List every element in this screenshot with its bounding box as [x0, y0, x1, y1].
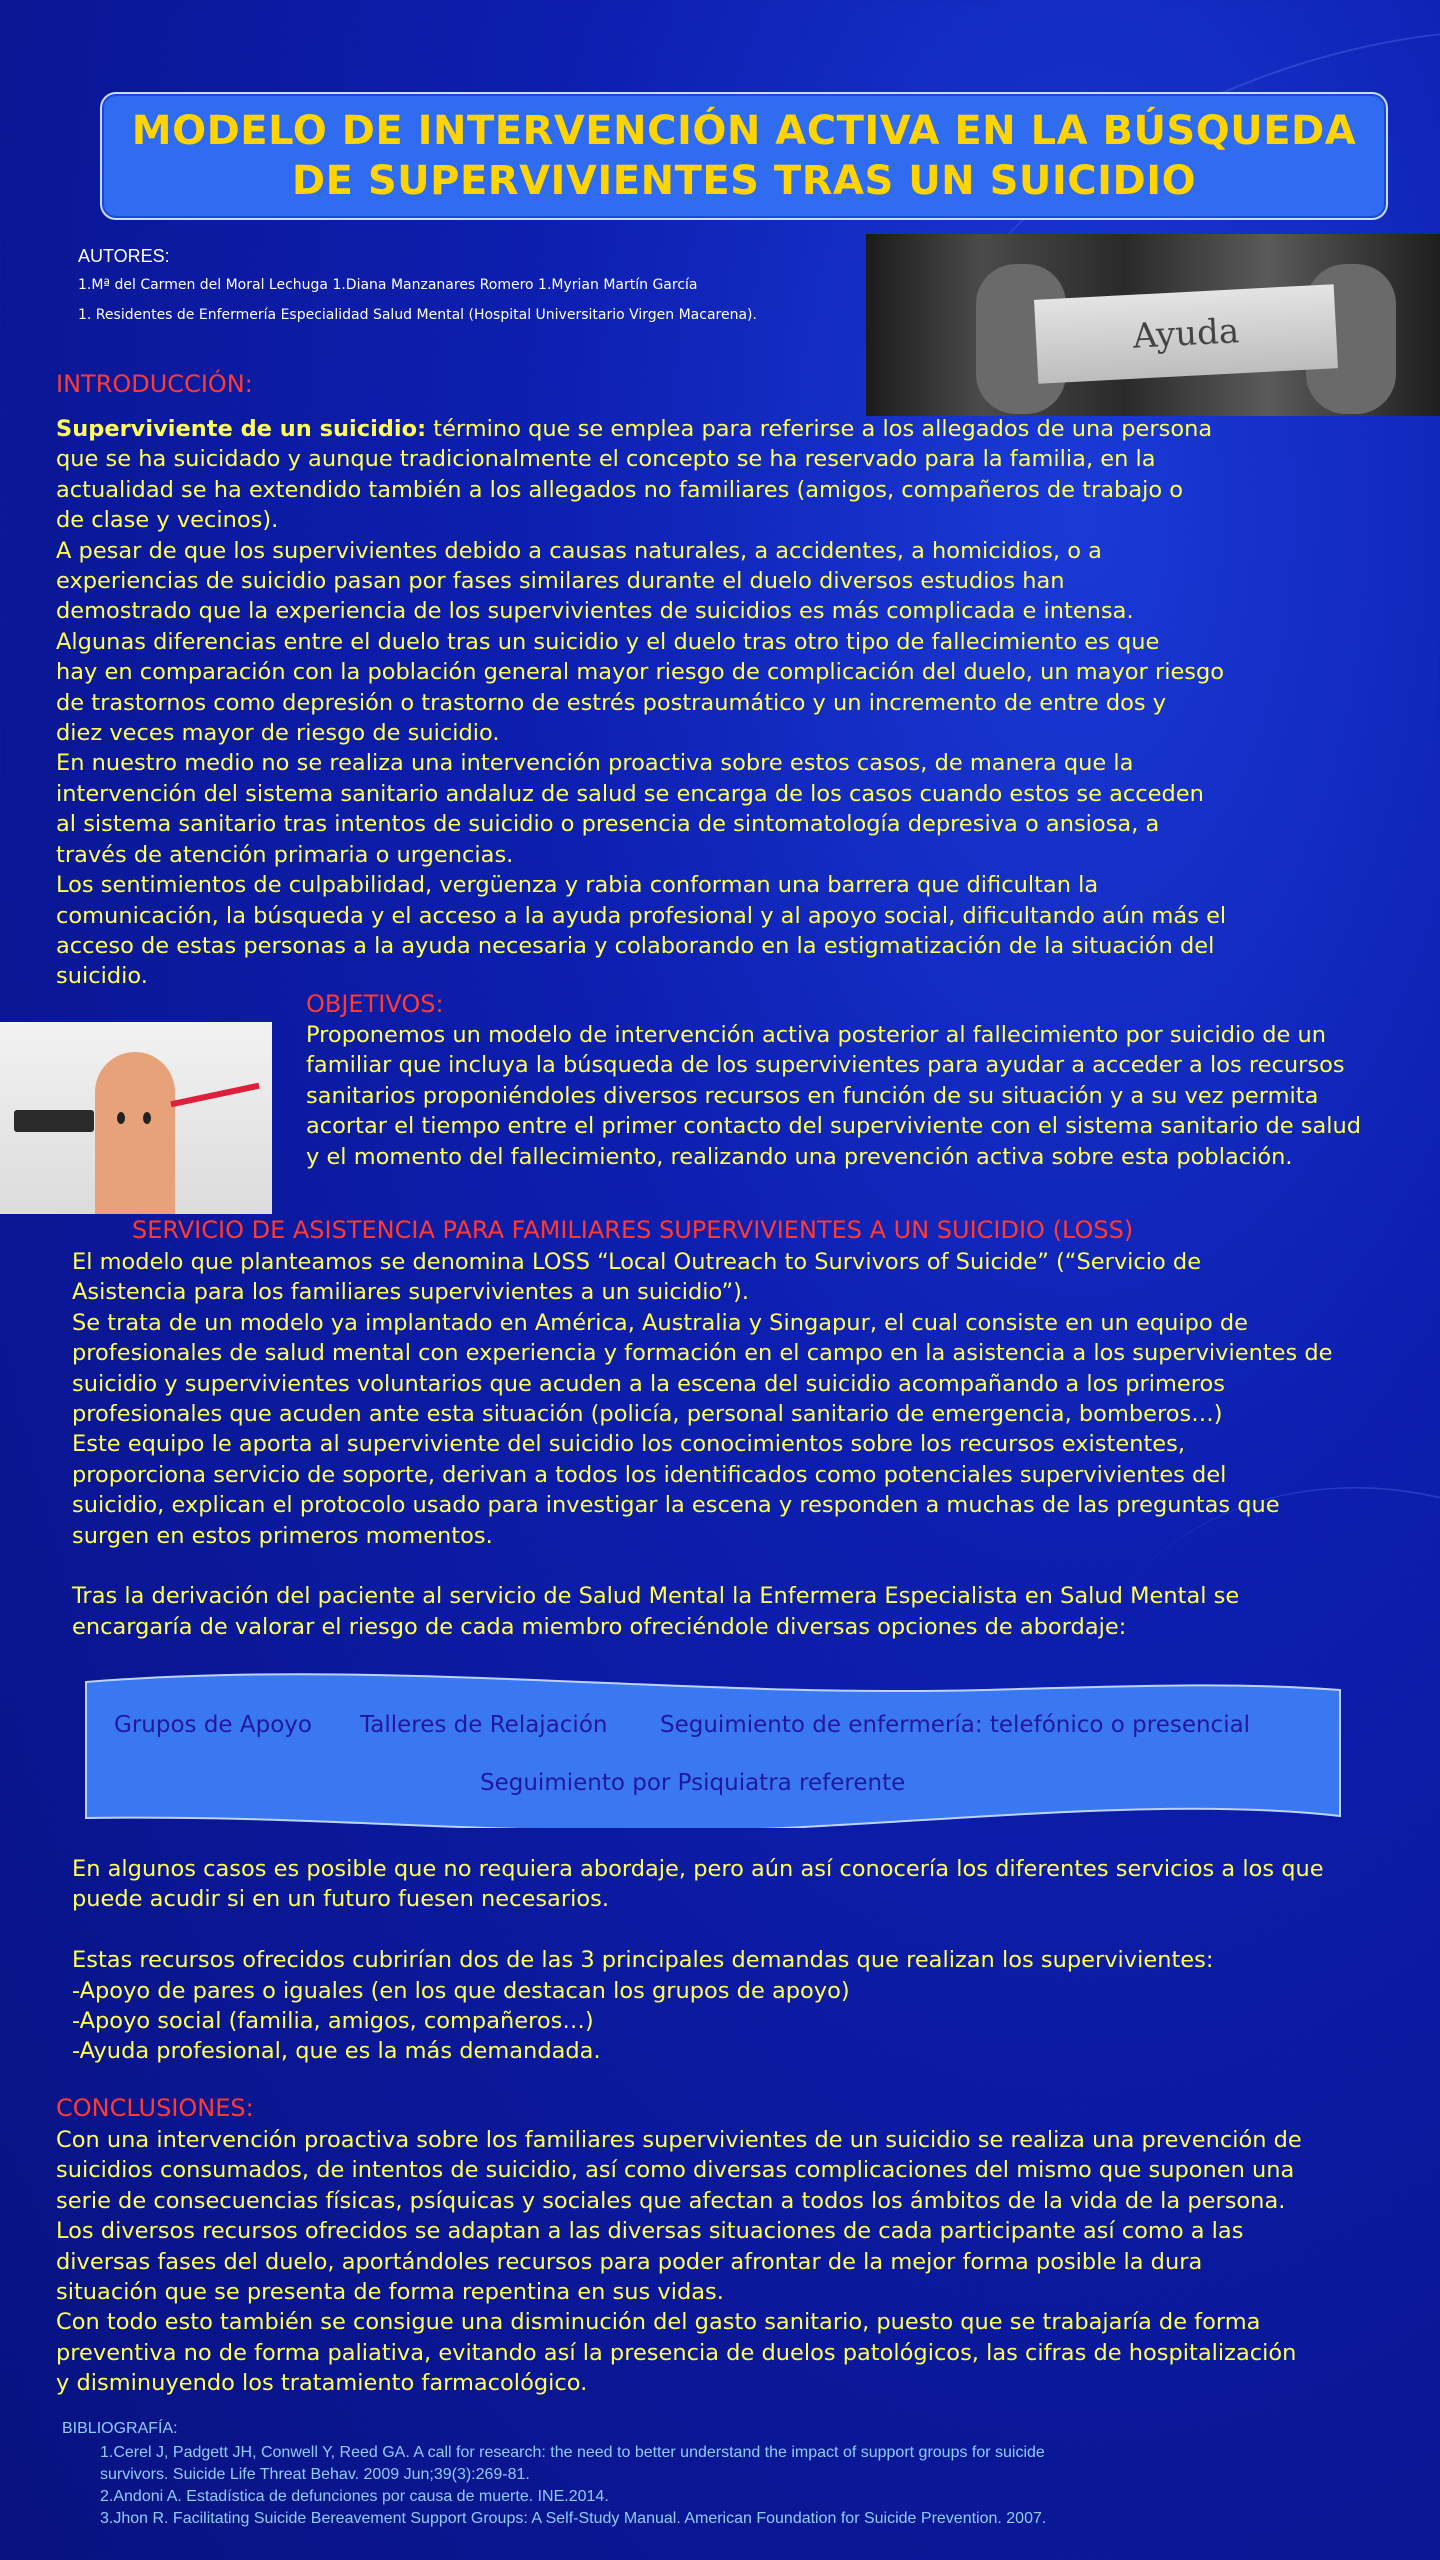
introduccion-line: comunicación, la búsqueda y el acceso a la ayuda profesional y al apoyo social, dificultando aún más el	[56, 902, 1227, 929]
introduccion-title: INTRODUCCIÓN:	[56, 370, 253, 398]
loss-line: suicidio y supervivientes voluntarios que acuden a la escena del suicidio acompañando a los primeros	[72, 1370, 1225, 1397]
after-banner-line: -Ayuda profesional, que es la más demandada.	[72, 2038, 601, 2065]
introduccion-line: suicidio.	[56, 963, 148, 990]
banner-item-psiquiatra: Seguimiento por Psiquiatra referente	[480, 1770, 906, 1796]
ayuda-paper	[1034, 284, 1338, 384]
introduccion-line: Los sentimientos de culpabilidad, vergüenza y rabia conforman una barrera que dificultan la	[56, 872, 1099, 899]
loss-line: proporciona servicio de soporte, derivan a todos los identificados como potenciales supervivientes del	[72, 1461, 1227, 1488]
loss-line: Se trata de un modelo ya implantado en América, Australia y Singapur, el cual consiste en un equipo de	[72, 1309, 1248, 1336]
conclusiones-line: Los diversos recursos ofrecidos se adaptan a las diversas situaciones de cada participante así como a las	[56, 2218, 1244, 2245]
finger-gun-photo	[0, 1022, 272, 1214]
loss-line	[72, 1551, 1402, 1581]
authors-names: 1.Mª del Carmen del Moral Lechuga 1.Diana Manzanares Romero 1.Myrian Martín García	[78, 277, 698, 293]
after-banner-line	[72, 1915, 1402, 1945]
after-banner-line: puede acudir si en un futuro fuesen necesarios.	[72, 1886, 609, 1913]
banner-shape	[84, 1668, 1342, 1828]
conclusiones-line: diversas fases del duelo, aportándoles recursos para poder afrontar de la mejor forma posible la dura	[56, 2248, 1203, 2275]
banner-item-grupos-apoyo: Grupos de Apoyo	[114, 1712, 312, 1738]
introduccion-line: Algunas diferencias entre el duelo tras un suicidio y el duelo tras otro tipo de fallecimiento es que	[56, 628, 1160, 655]
objetivos-title: OBJETIVOS:	[306, 990, 444, 1018]
introduccion-line: experiencias de suicidio pasan por fases similares durante el duelo diversos estudios han	[56, 568, 1065, 595]
introduccion-lead: Superviviente de un suicidio:	[56, 416, 427, 442]
ayuda-photo	[866, 234, 1440, 416]
bibliografia-refs	[62, 2442, 1046, 2530]
objetivos-line: Proponemos un modelo de intervención activa posterior al fallecimiento por suicidio de un	[306, 1022, 1327, 1048]
bibliografia-ref: 1.Cerel J, Padgett JH, Conwell Y, Reed GA. A call for research: the need to better understand the impact of support groups for suicide	[100, 2444, 1045, 2461]
introduccion-line: A pesar de que los supervivientes debido a causas naturales, a accidentes, a homicidios, o a	[56, 537, 1102, 564]
loss-title: SERVICIO DE ASISTENCIA PARA FAMILIARES SUPERVIVIENTES A UN SUICIDIO (LOSS)	[132, 1216, 1134, 1244]
introduccion-lead-rest: término que se emplea para referirse a los allegados de una persona	[426, 416, 1213, 442]
abordaje-banner	[84, 1668, 1342, 1828]
bibliografia-block	[62, 2418, 1046, 2530]
introduccion-line: de trastornos como depresión o trastorno de estrés postraumático y un incremento de entre dos y	[56, 689, 1167, 716]
objetivos-line: familiar que incluya la búsqueda de los supervivientes para ayudar a acceder a los recursos	[306, 1052, 1345, 1079]
introduccion-line: acceso de estas personas a la ayuda necesaria y colaborando en la estigmatización de la situación del	[56, 932, 1215, 959]
objetivos-line: acortar el tiempo entre el primer contacto del superviviente con el sistema sanitario de salud	[306, 1113, 1362, 1140]
title-box	[100, 92, 1388, 220]
loss-line: profesionales que acuden ante esta situación (policía, personal sanitario de emergencia, bomberos…)	[72, 1401, 1223, 1428]
objetivos-body	[306, 1020, 1436, 1172]
loss-line: Asistencia para los familiares supervivientes a un suicidio”).	[72, 1279, 750, 1306]
loss-line: encargaría de valorar el riesgo de cada miembro ofreciéndole diversas opciones de abordaje:	[72, 1613, 1127, 1640]
introduccion-line: de clase y vecinos).	[56, 507, 279, 534]
introduccion-line: hay en comparación con la población general mayor riesgo de complicación del duelo, un mayor riesgo	[56, 659, 1225, 686]
loss-line: suicidio, explican el protocolo usado para investigar la escena y responden a muchas de las preguntas que	[72, 1492, 1280, 1519]
loss-line: El modelo que planteamos se denomina LOSS “Local Outreach to Survivors of Suicide” (“Servicio de	[72, 1249, 1202, 1275]
poster-title	[132, 106, 1356, 206]
introduccion-line: actualidad se ha extendido también a los allegados no familiares (amigos, compañeros de trabajo o	[56, 476, 1184, 503]
conclusiones-line: serie de consecuencias físicas, psíquicas y sociales que afectan a todos los ámbitos de la vida de la persona.	[56, 2187, 1286, 2214]
bibliografia-ref: 2.Andoni A. Estadística de defunciones por causa de muerte. INE.2014.	[100, 2488, 609, 2505]
bibliografia-ref: survivors. Suicide Life Threat Behav. 2009 Jun;39(3):269-81.	[100, 2466, 530, 2483]
introduccion-line: diez veces mayor de riesgo de suicidio.	[56, 720, 500, 747]
authors-block	[78, 246, 757, 337]
bibliografia-ref: 3.Jhon R. Facilitating Suicide Bereavement Support Groups: A Self-Study Manual. American Foundation for Suicide Prevention. 2007.	[100, 2510, 1047, 2527]
authors-label: AUTORES:	[78, 246, 170, 266]
introduccion-line: intervención del sistema sanitario andaluz de salud se encarga de los casos cuando estos se acceden	[56, 780, 1204, 807]
loss-line: surgen en estos primeros momentos.	[72, 1522, 493, 1549]
objetivos-line: sanitarios proponiéndoles diversos recursos en función de su situación y a su vez permita	[306, 1082, 1319, 1109]
conclusiones-line: Con todo esto también se consigue una disminución del gasto sanitario, puesto que se trabajaría de forma	[56, 2309, 1261, 2336]
introduccion-line: través de atención primaria o urgencias.	[56, 841, 514, 868]
loss-line: Este equipo le aporta al superviviente del suicidio los conocimientos sobre los recursos existentes,	[72, 1431, 1185, 1458]
conclusiones-line: y disminuyendo los tratamiento farmacológico.	[56, 2370, 588, 2397]
after-banner-line: Estas recursos ofrecidos cubrirían dos de las 3 principales demandas que realizan los supervivientes:	[72, 1947, 1214, 1974]
finger-eye	[117, 1112, 125, 1124]
conclusiones-line: Con una intervención proactiva sobre los familiares supervivientes de un suicidio se realiza una prevención de	[56, 2127, 1302, 2153]
after-banner-body	[72, 1854, 1402, 2067]
introduccion-line: que se ha suicidado y aunque tradicionalmente el concepto se ha reservado para la familia, en la	[56, 446, 1156, 473]
introduccion-line	[56, 414, 1236, 444]
blood-splash	[170, 1083, 259, 1108]
after-banner-line: En algunos casos es posible que no requiera abordaje, pero aún así conocería los diferentes servicios a los que	[72, 1856, 1324, 1882]
loss-line: profesionales de salud mental con experiencia y formación en el campo en la asistencia a los supervivientes de	[72, 1340, 1333, 1367]
after-banner-line: -Apoyo social (familia, amigos, compañeros…)	[72, 2008, 594, 2035]
conclusiones-line: preventiva no de forma paliativa, evitando así la presencia de duelos patológicos, las cifras de hospitalización	[56, 2339, 1297, 2366]
banner-item-talleres: Talleres de Relajación	[360, 1712, 608, 1738]
ayuda-text: Ayuda	[1131, 311, 1241, 357]
title-line-1: MODELO DE INTERVENCIÓN ACTIVA EN LA BÚSQUEDA	[131, 108, 1357, 154]
after-banner-line: -Apoyo de pares o iguales (en los que destacan los grupos de apoyo)	[72, 1977, 850, 2004]
introduccion-body	[56, 414, 1236, 992]
finger-eye	[143, 1112, 151, 1124]
authors-affiliation: 1. Residentes de Enfermería Especialidad Salud Mental (Hospital Universitario Virgen Macarena).	[78, 307, 757, 323]
introduccion-line: En nuestro medio no se realiza una intervención proactiva sobre estos casos, de manera que la	[56, 750, 1134, 777]
conclusiones-line: situación que se presenta de forma repentina en sus vidas.	[56, 2279, 724, 2306]
gun-shape	[14, 1110, 94, 1132]
conclusiones-body	[56, 2125, 1406, 2399]
finger-shape	[95, 1052, 175, 1214]
objetivos-line: y el momento del fallecimiento, realizando una prevención activa sobre esta población.	[306, 1143, 1293, 1170]
loss-line: Tras la derivación del paciente al servicio de Salud Mental la Enfermera Especialista en Salud Mental se	[72, 1583, 1240, 1610]
banner-item-seguimiento-enfermeria: Seguimiento de enfermería: telefónico o presencial	[660, 1712, 1251, 1738]
loss-body	[72, 1247, 1402, 1642]
title-line-2: DE SUPERVIVIENTES TRAS UN SUICIDIO	[291, 158, 1197, 204]
introduccion-line: al sistema sanitario tras intentos de suicidio o presencia de sintomatología depresiva o ansiosa, a	[56, 811, 1160, 838]
introduccion-line: demostrado que la experiencia de los supervivientes de suicidios es más complicada e intensa.	[56, 598, 1134, 625]
bibliografia-title: BIBLIOGRAFÍA:	[62, 2420, 178, 2437]
conclusiones-title: CONCLUSIONES:	[56, 2094, 254, 2122]
conclusiones-line: suicidios consumados, de intentos de suicidio, así como diversas complicaciones del mismo que suponen una	[56, 2157, 1295, 2184]
